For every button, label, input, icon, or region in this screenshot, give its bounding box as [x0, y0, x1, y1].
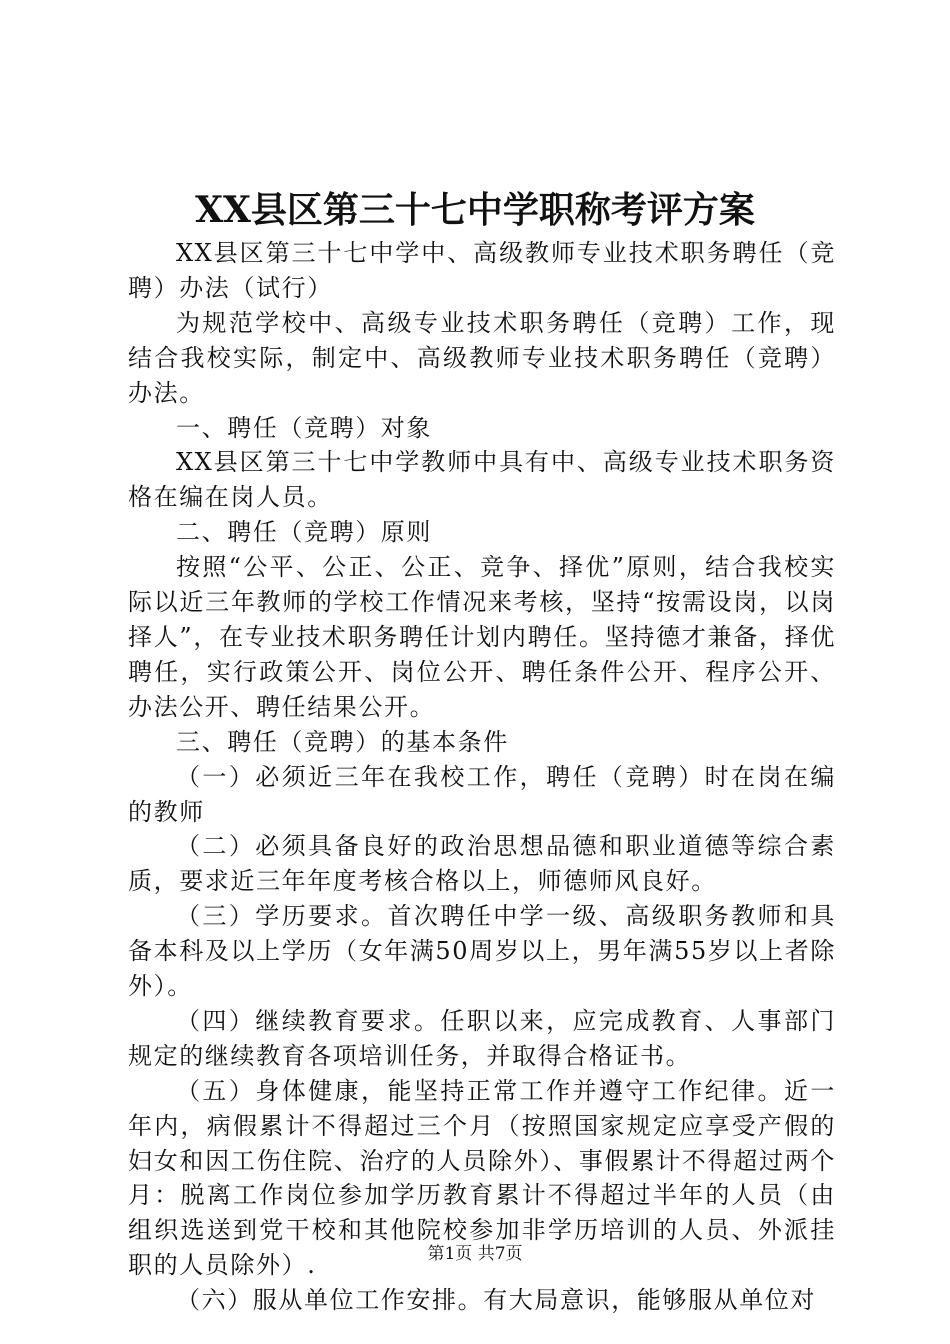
paragraph: 为规范学校中、高级专业技术职务聘任（竞聘）工作，现结合我校实际，制定中、高级教师专业技术职务聘任（竞聘）办法。 [128, 308, 836, 407]
list-item: （三）学历要求。首次聘任中学一级、高级职务教师和具备本科及以上学历（女年满50周岁以上，男年满55岁以上者除外）。 [128, 902, 836, 1001]
paragraph: 按照“公平、公正、公正、竞争、择优”原则，结合我校实际以近三年教师的学校工作情况来考核，坚持“按需设岗，以岗择人”，在专业技术职务聘任计划内聘任。坚持德才兼备，择优聘任，实行政策公开、岗位公开、聘任条件公开、程序公开、办法公开、聘任结果公开。 [128, 553, 836, 721]
section-heading: 三、聘任（竞聘）的基本条件 [176, 727, 509, 756]
document-body [128, 236, 836, 1318]
section-heading: 二、聘任（竞聘）原则 [176, 518, 432, 547]
section-heading: 一、聘任（竞聘）对象 [176, 413, 432, 442]
document-title: XX县区第三十七中学职称考评方案 [195, 189, 755, 231]
paragraph: XX县区第三十七中学教师中具有中、高级专业技术职务资格在编在岗人员。 [128, 448, 836, 512]
list-item: （四）继续教育要求。任职以来，应完成教育、人事部门规定的继续教育各项培训任务，并取得合格证书。 [128, 1006, 836, 1070]
list-item: （一）必须近三年在我校工作，聘任（竞聘）时在岗在编的教师 [128, 762, 836, 826]
list-item: （二）必须具备良好的政治思想品德和职业道德等综合素质，要求近三年年度考核合格以上，师德师风良好。 [128, 832, 836, 896]
page-number-footer: 第1页 共7页 [427, 1244, 523, 1264]
paragraph: XX县区第三十七中学中、高级教师专业技术职务聘任（竞聘）办法（试行） [128, 239, 836, 302]
list-item: （六）服从单位工作安排。有大局意识，能够服从单位对 [176, 1286, 816, 1315]
list-item: （五）身体健康，能坚持正常工作并遵守工作纪律。近一年内，病假累计不得超过三个月（按照国家规定应享受产假的妇女和因工伤住院、治疗的人员除外）、事假累计不得超过两个月：脱离工作岗位参加学历教育累计不得超过半年的人员（由组织选送到党干校和其他院校参加非学历培训的人员、外派挂职的人员除外）. [128, 1076, 836, 1280]
